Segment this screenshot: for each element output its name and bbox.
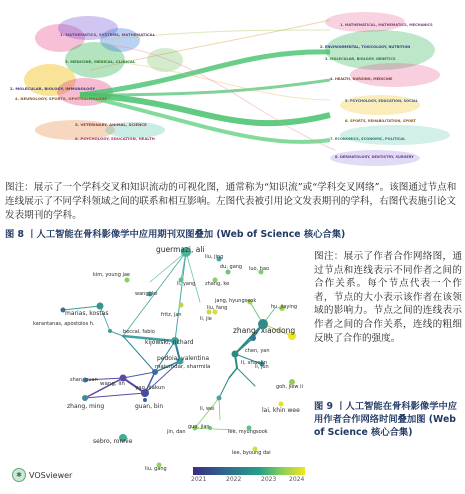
- right-map-cloud: [325, 12, 450, 166]
- author-label: jang, hyungseok: [215, 298, 257, 304]
- author-label: kim, young jae: [93, 272, 130, 278]
- right-label: 4. HEALTH, NURSING, MEDICINE: [330, 77, 393, 81]
- author-label: li, jun: [255, 364, 269, 370]
- left-label: 4. NEUROLOGY, SPORTS, OPHTHALMOLOGY: [15, 96, 108, 101]
- author-label: luo, hao: [249, 266, 270, 272]
- author-label: lai, khin wee: [262, 407, 300, 414]
- left-label: 5. VETERINARY, ANIMAL, SCIENCE: [75, 122, 147, 127]
- right-label: 3. MOLECULAR, BIOLOGY, GENETICS: [325, 57, 396, 61]
- author-label: lee, byoung dai: [232, 450, 271, 456]
- right-label: 7. ECONOMICS, ECONOMIC, POLITICAL: [330, 137, 406, 141]
- legend-tick: 2022: [226, 476, 242, 483]
- author-label: beccal, fabio: [123, 329, 155, 335]
- author-node[interactable]: [226, 270, 231, 275]
- author-label: li, shaolin: [241, 360, 268, 366]
- author-label: zhang, ming: [67, 403, 105, 410]
- figure8-title: 图 8 丨人工智能在骨科影像学中应用期刊双图叠加 (Web of Science 核心合集): [5, 229, 346, 240]
- author-network-figure: [5, 242, 307, 490]
- author-labels: [33, 245, 303, 472]
- author-label: pedoia, valentina: [157, 355, 210, 362]
- left-label: 1. MATHEMATICS, SYSTEMS, MATHEMATICAL: [60, 32, 156, 37]
- vosviewer-brand: [12, 468, 72, 482]
- right-label: 6. SPORTS, REHABILITATION, SPORT: [345, 119, 416, 123]
- author-node[interactable]: [179, 303, 184, 308]
- author-node[interactable]: [217, 396, 222, 401]
- author-label: li, yang: [177, 281, 196, 287]
- author-node[interactable]: [125, 278, 130, 283]
- author-label: li, wei: [200, 406, 215, 412]
- author-label: fritz, jan: [161, 312, 182, 318]
- right-label: 5. PSYCHOLOGY, EDUCATION, SOCIAL: [345, 99, 418, 103]
- legend-ticks: [193, 475, 307, 485]
- right-label: 1. MATHEMATICAL, MATHEMATICS, MECHANICS: [340, 23, 433, 27]
- author-label: kijowski, richard: [145, 339, 194, 346]
- author-label: chen, yan: [245, 348, 270, 354]
- author-label: zhang, ke: [205, 281, 230, 287]
- author-label: majumdar, sharmila: [155, 364, 211, 370]
- author-label: guan, bin: [135, 403, 164, 410]
- figure9-caption: 图注：展示了作者合作网络图，通过节点和连线表示不同作者之间的合作关系。每个节点代表一个作者，节点的大小表示该作者在该领域的影响力。节点之间的连线表示作者之间的合作关系，连线的粗细反映了合作的强度。: [314, 251, 462, 344]
- author-label: karantanas, apostolos h.: [33, 321, 95, 327]
- legend-gradient-bar: [193, 467, 305, 475]
- left-label: 2. MOLECULAR, BIOLOGY, IMMUNOLOGY: [10, 86, 96, 91]
- author-label: li, jie: [200, 316, 212, 322]
- author-label: shan, guan: [70, 377, 98, 383]
- author-label: sebro, ronnie: [93, 438, 133, 445]
- vosviewer-label: VOSviewer: [29, 470, 73, 480]
- author-label: guo, jian: [188, 424, 210, 430]
- author-label: zhang, xiaodong: [233, 326, 296, 335]
- legend-tick: 2023: [261, 476, 277, 483]
- right-label: 8. DERMATOLOGY, DENTISTRY, SURGERY: [335, 155, 414, 159]
- author-label: lee, myungsook: [228, 429, 268, 435]
- year-color-legend: [193, 467, 307, 485]
- author-node[interactable]: [232, 351, 239, 358]
- author-network-svg: [5, 242, 307, 490]
- author-node[interactable]: [97, 303, 104, 310]
- dual-map-svg: [0, 0, 465, 178]
- right-label: 2. ENVIRONMENTAL, TOXICOLOGY, NUTRITION: [320, 45, 411, 49]
- author-label: wang, lin: [100, 381, 125, 387]
- figure9-title: 图 9 丨人工智能在骨科影像学中应用作者合作网络时间叠加图 (Web of Science 核心合集): [314, 401, 458, 438]
- author-label: yao, jiakun: [135, 385, 165, 391]
- left-label: 6. PSYCHOLOGY, EDUCATION, HEALTH: [75, 136, 155, 141]
- author-node[interactable]: [108, 329, 112, 333]
- author-label: jin, dan: [167, 429, 186, 435]
- legend-tick: 2024: [289, 476, 305, 483]
- vosviewer-logo-icon: ✱: [12, 468, 26, 482]
- author-node[interactable]: [143, 398, 147, 402]
- author-label: du, gang: [220, 264, 243, 270]
- author-label: marias, kostas: [65, 310, 109, 317]
- legend-tick: 2021: [191, 476, 207, 483]
- author-node[interactable]: [250, 335, 256, 341]
- author-label: liu, fang: [207, 305, 228, 311]
- left-label: 3. MEDICINE, MEDICAL, CLINICAL: [65, 59, 136, 64]
- author-node[interactable]: [279, 402, 284, 407]
- dual-map-overlay-figure: [0, 0, 465, 178]
- author-label: guermazi, ali: [156, 245, 205, 254]
- author-label: liu, jing: [205, 254, 224, 260]
- figure8-caption: 图注：展示了一个学科交叉和知识流动的可视化图，通常称为“知识流”或“学科交叉网络”。该图通过节点和连线展示了不同学科领域之间的联系和相互影响。左图代表被引用论文发表期刊的学科，右图代表施引论文发表期刊的学科。: [5, 182, 457, 221]
- author-label: hu, jiaying: [271, 304, 298, 310]
- author-label: wang, lei: [135, 291, 158, 297]
- author-label: goh, jiew ii: [276, 384, 303, 390]
- author-label: liu, gang: [145, 466, 167, 472]
- author-node[interactable]: [82, 395, 88, 401]
